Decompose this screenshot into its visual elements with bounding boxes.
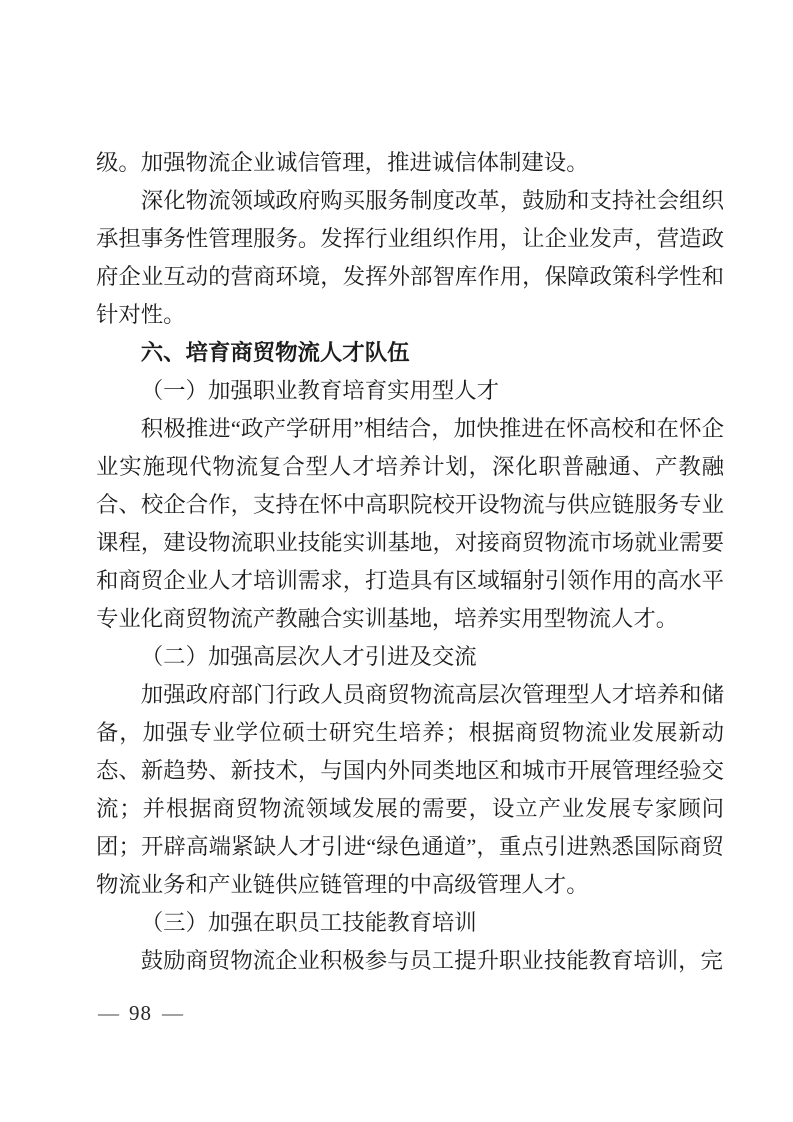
page-number-value: 98 bbox=[129, 1001, 152, 1025]
paragraph: 深化物流领域政府购买服务制度改革，鼓励和支持社会组织承担事务性管理服务。发挥行业组织作用，让企业发声，营造政府企业互动的营商环境，发挥外部智库作用，保障政策科学性和针对性。 bbox=[96, 188, 724, 327]
paragraph: 加强政府部门行政人员商贸物流高层次管理型人才培养和储备，加强专业学位硕士研究生培养；根据商贸物流业发展新动态、新趋势、新技术，与国内外同类地区和城市开展管理经验交流；并根据商贸物流领域发展的需要，设立产业发展专家顾问团；开辟高端紧缺人才引进“绿色通道”，重点引进熟悉国际商贸物流业务和产业链供应链管理的中高级管理人才。 bbox=[96, 682, 724, 897]
section-heading: 六、培育商贸物流人才队伍 bbox=[140, 340, 410, 365]
subsection-heading-1: （一）加强职业教育培育实用型人才 bbox=[140, 378, 500, 403]
paragraph-continuation: 级。加强物流企业诚信管理，推进诚信体制建设。 bbox=[96, 150, 589, 175]
subsection-heading-2: （二）加强高层次人才引进及交流 bbox=[140, 644, 477, 669]
page-number bbox=[98, 999, 183, 1027]
page-number-right-dash: — bbox=[162, 1001, 183, 1025]
document-body bbox=[96, 144, 724, 980]
subsection-heading-3: （三）加强在职员工技能教育培训 bbox=[140, 910, 477, 935]
paragraph: 积极推进“政产学研用”相结合，加快推进在怀高校和在怀企业实施现代物流复合型人才培养计划，深化职普融通、产教融合、校企合作，支持在怀中高职院校开设物流与供应链服务专业课程，建设物流职业技能实训基地，对接商贸物流市场就业需要和商贸企业人才培训需求，打造具有区域辐射引领作用的高水平专业化商贸物流产教融合实训基地，培养实用型物流人才。 bbox=[96, 416, 724, 631]
paragraph: 鼓励商贸物流企业积极参与员工提升职业技能教育培训，完 bbox=[140, 948, 723, 973]
page-number-left-dash: — bbox=[98, 1001, 119, 1025]
